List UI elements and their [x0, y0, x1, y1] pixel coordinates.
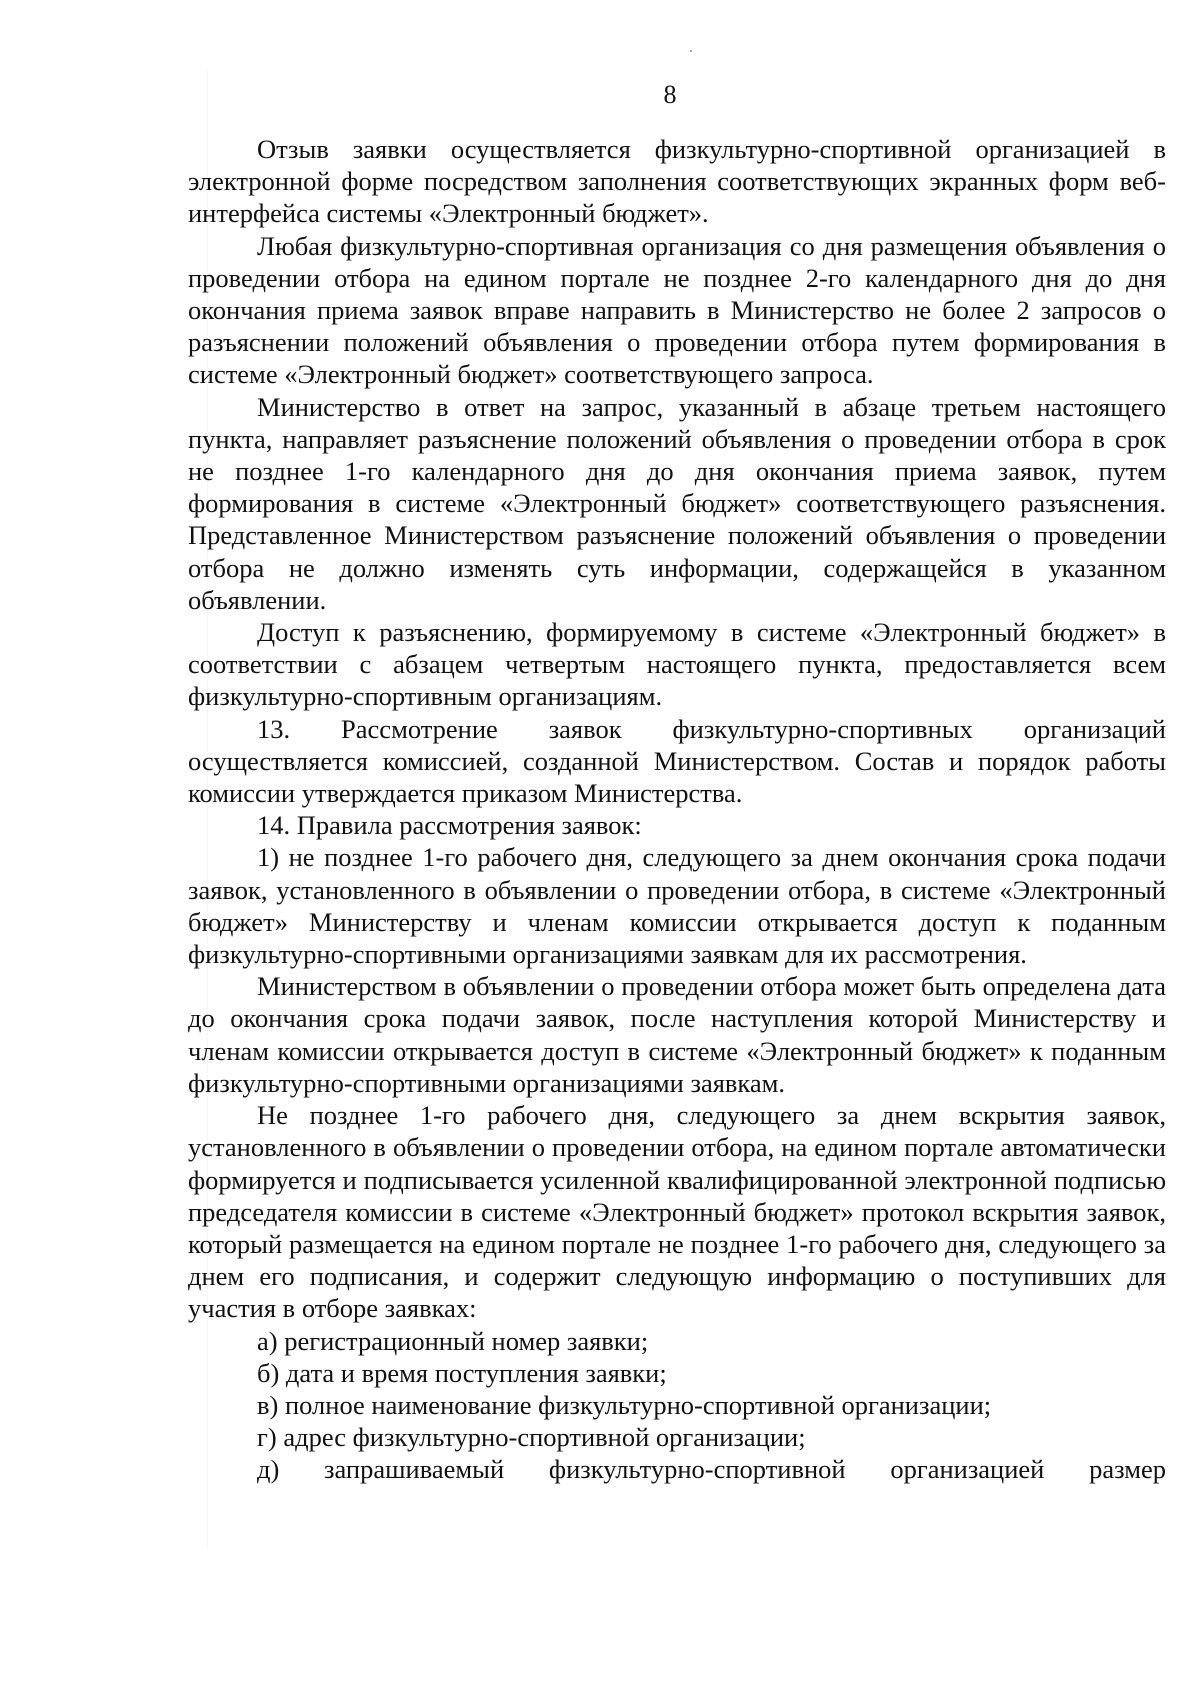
scan-speck [690, 50, 692, 52]
page-number: 8 [663, 80, 677, 109]
paragraph-withdrawal: Отзыв заявки осуществляется физкультурно-спортивной организацией в электронной форме посредством заполнения соответствующих экранных форм веб-интерфейса системы «Электронный бюджет». [188, 134, 1166, 229]
paragraph-access-date: Министерством в объявлении о проведении отбора может быть определена дата до окончания срока подачи заявок, после наступления которой Министерству и членам комиссии открывается доступ в системе «Электронный бюджет» к поданным физкультурно-спортивными организациями заявкам. [188, 971, 1166, 1098]
paragraph-13-commission: 13. Рассмотрение заявок физкультурно-спортивных организаций осуществляется комиссией, созданной Министерством. Состав и порядок работы комиссии утверждается приказом Министерства. [188, 713, 1166, 809]
paragraph-access-clarification: Доступ к разъяснению, формируемому в системе «Электронный бюджет» в соответствии с абзацем четвертым настоящего пункта, предоставляется всем физкультурно-спортивным организациям. [188, 617, 1166, 712]
list-item-a: а) регистрационный номер заявки; [257, 1325, 649, 1356]
list-item-b: б) дата и время поступления заявки; [257, 1357, 667, 1388]
paragraph-clarification-request: Любая физкультурно-спортивная организация со дня размещения объявления о проведении отбора на едином портале не позднее 2-го календарного дня до дня окончания приема заявок вправе направить в Министерство не более 2 запросов о разъяснении положений объявления о проведении отбора путем формирования в системе «Электронный бюджет» соответствующего запроса. [188, 230, 1166, 390]
paragraph-ministry-response: Министерство в ответ на запрос, указанный в абзаце третьем настоящего пункта, направляет разъяснение положений объявления о проведении отбора в срок не позднее 1-го календарного дня до дня окончания приема заявок, путем формирования в системе «Электронный бюджет» соответствующего разъяснения. Представленное Министерством разъяснение положений объявления о проведении отбора не должно изменять суть информации, содержащейся в указанном объявлении. [188, 391, 1166, 615]
document-body [188, 133, 1166, 1486]
paragraph-rule-1: 1) не позднее 1-го рабочего дня, следующего за днем окончания срока подачи заявок, установленного в объявлении о проведении отбора, в системе «Электронный бюджет» Министерству и членам комиссии открывается доступ к поданным физкультурно-спортивными организациями заявкам для их рассмотрения. [188, 842, 1166, 970]
paragraph-opening-protocol: Не позднее 1-го рабочего дня, следующего за днем вскрытия заявок, установленного в объявлении о проведении отбора, на едином портале автоматически формируется и подписывается усиленной квалифицированной электронной подписью председателя комиссии в системе «Электронный бюджет» протокол вскрытия заявок, который размещается на едином портале не позднее 1-го рабочего дня, следующего за днем его подписания, и содержит следующую информацию о поступивших для участия в отборе заявках: [188, 1100, 1166, 1324]
list-item-v: в) полное наименование физкультурно-спортивной организации; [257, 1389, 992, 1420]
paragraph-14-rules-heading: 14. Правила рассмотрения заявок: [257, 810, 642, 841]
list-item-g: г) адрес физкультурно-спортивной организации; [257, 1422, 806, 1453]
list-item-d: д) запрашиваемый физкультурно-спортивной организацией размер [257, 1454, 1166, 1485]
